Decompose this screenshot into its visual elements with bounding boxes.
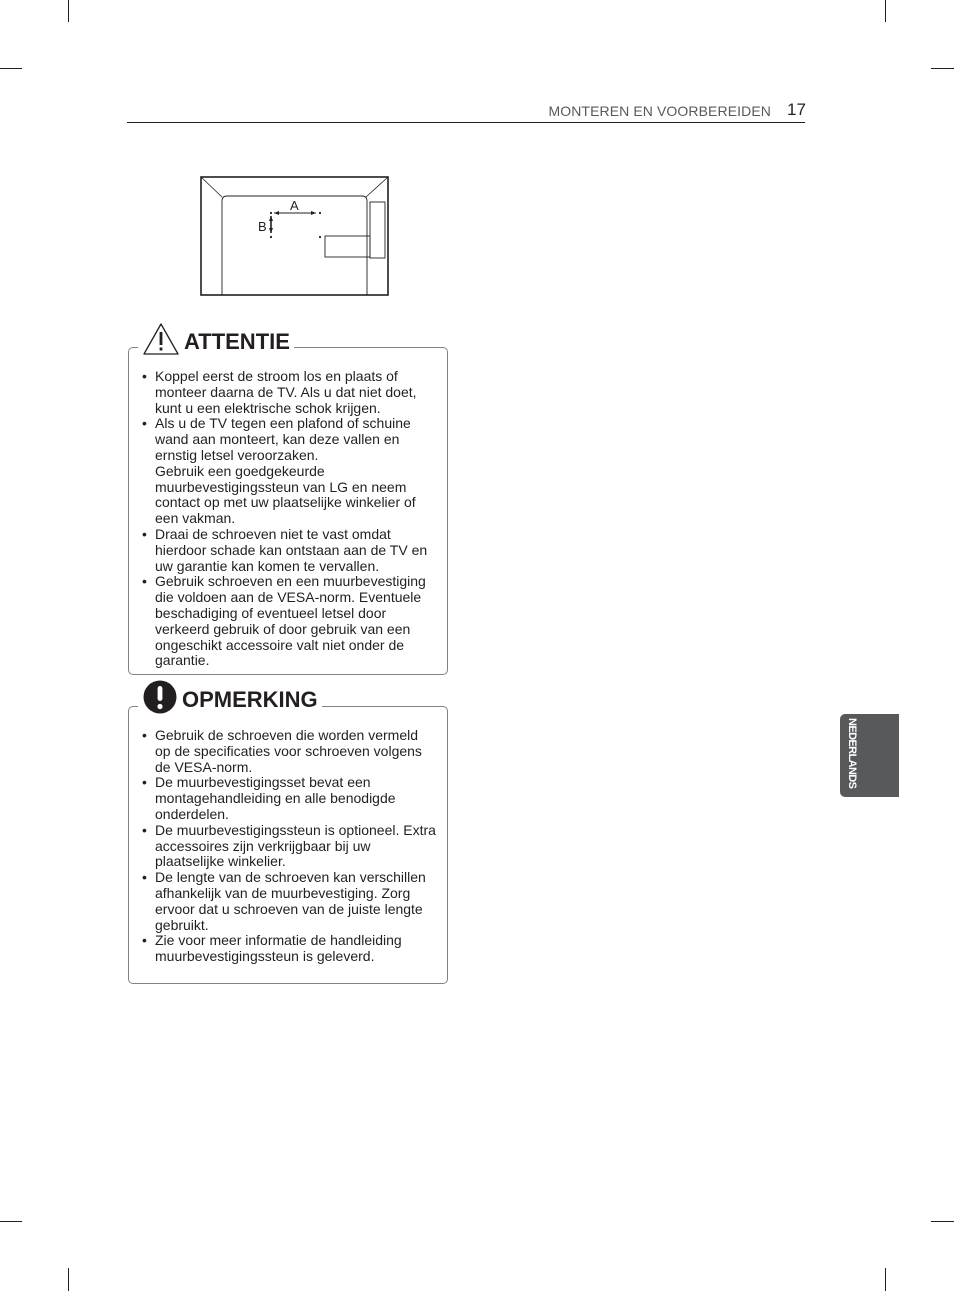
caution-title: ATTENTIE [184,329,290,354]
list-item: • Koppel eerst de stroom los en plaats of monteer daarna de TV. Als u dat niet doet, kunt u een elektrische schok krijgen. [142,369,437,416]
crop-mark [0,1221,22,1222]
crop-mark [931,1221,954,1222]
language-tab-label: NEDERLANDS [846,718,858,789]
list-item: • Gebruik schroeven en een muurbevestiging die voldoen aan de VESA-norm. Eventuele beschadiging of eventueel letsel door verkeerd gebruik of door gebruik van een ongeschikt accessoire valt niet onder de garantie. [142,574,437,669]
list-item: • De muurbevestigingssteun is optioneel. Extra accessoires zijn verkrijgbaar bij uw plaatselijke winkelier. [142,823,437,870]
mount-hole [319,212,321,214]
list-item: • De lengte van de schroeven kan verschillen afhankelijk van de muurbevestiging. Zorg ervoor dat u schroeven van de juiste lengte gebruikt. [142,870,437,933]
caution-list [142,369,437,669]
list-item: • Draai de schroeven niet te vast omdat hierdoor schade kan ontstaan aan de TV en uw garantie kan komen te vervallen. [142,527,437,574]
note-list [142,728,437,965]
warning-triangle-icon [142,322,180,362]
note-title-block [138,681,322,719]
crop-mark [0,68,22,69]
list-item: • Als u de TV tegen een plafond of schuine wand aan monteert, kan deze vallen en ernstig letsel veroorzaken. Gebruik een goedgekeurde muurbevestigingssteun van LG en neem contact op met uw plaatselijke winkelier of een vakman. [142,416,437,527]
crop-mark [885,0,886,22]
header-rule [127,122,805,123]
crop-mark [931,68,954,69]
tv-terminal-block [325,236,370,257]
mount-hole [319,236,321,238]
note-box [128,687,448,984]
arrowhead [269,216,273,221]
mount-hole [270,212,272,214]
dimension-label-a: A [290,198,299,213]
list-item: • Zie voor meer informatie de handleiding muurbevestigingssteun is geleverd. [142,933,437,965]
crop-mark [68,1268,69,1291]
list-item: • Gebruik de schroeven die worden vermeld op de specificaties voor schroeven volgens de VESA-norm. [142,728,437,775]
crop-mark [68,0,69,22]
tv-back-diagram [199,175,391,299]
list-item: • De muurbevestigingsset bevat een montagehandleiding en alle benodigde onderdelen. [142,775,437,822]
arrowhead [311,211,316,215]
note-title: OPMERKING [182,687,318,712]
arrowhead [269,228,273,233]
caution-title-block [138,324,294,360]
tv-side-panel [370,202,385,258]
running-header-section: MONTEREN EN VOORBEREIDEN [548,103,771,119]
exclamation-circle-icon [142,679,178,721]
dimension-label-b: B [258,219,267,234]
page-number: 17 [787,100,806,119]
tv-corner-line [366,177,388,197]
language-tab [840,714,899,797]
arrowhead [274,211,279,215]
tv-corner-line [201,177,222,197]
crop-mark [885,1268,886,1291]
mount-hole [270,236,272,238]
caution-box [128,329,448,675]
